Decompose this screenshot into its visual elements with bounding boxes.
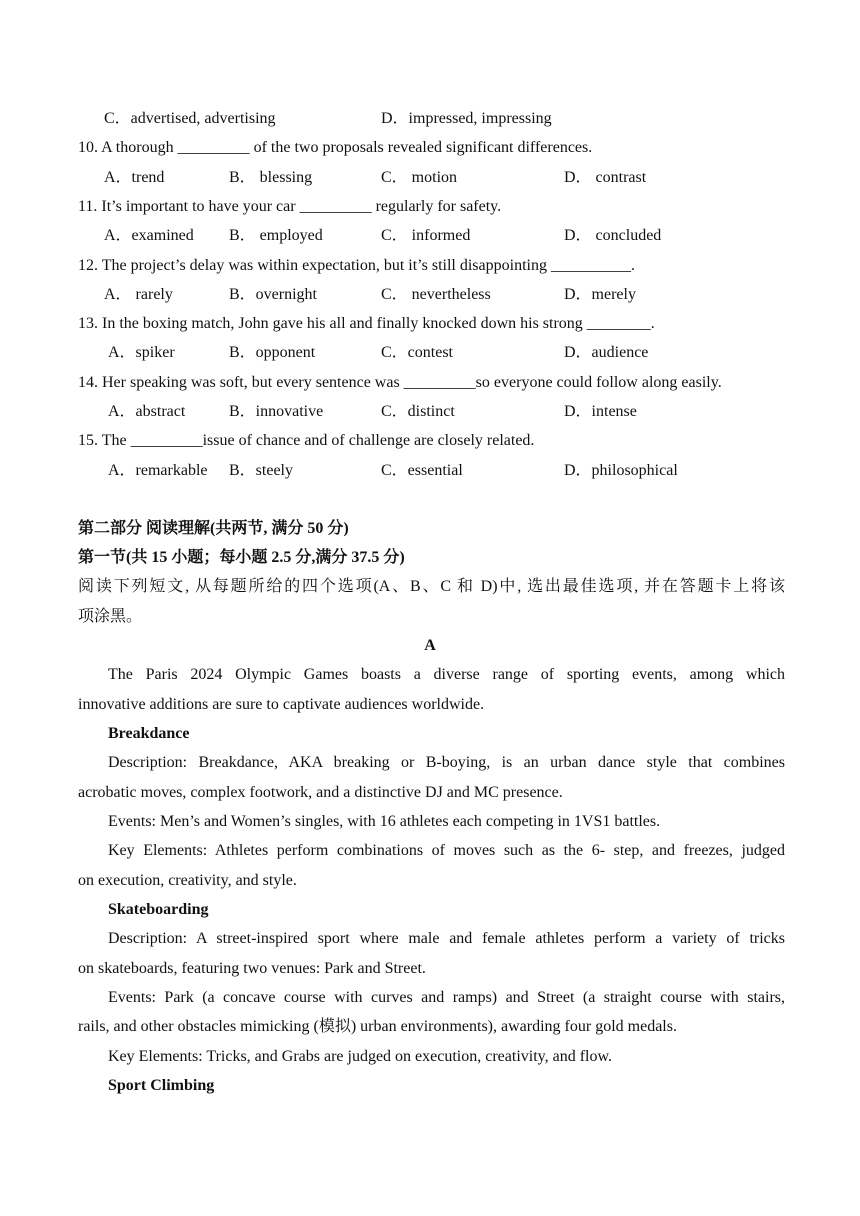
section-heading-sport-climbing: Sport Climbing — [108, 1077, 215, 1094]
option-b: B．opponent — [229, 344, 316, 361]
section-heading-skateboarding: Skateboarding — [108, 901, 209, 918]
option-d: D． concluded — [564, 227, 662, 244]
question-11-options — [0, 225, 860, 247]
question-13-stem: 13. In the boxing match, John gave his all and finally knocked down his strong ________. — [78, 315, 655, 332]
option-c: C．distinct — [381, 403, 455, 420]
option-c: C．advertised, advertising — [104, 110, 276, 127]
question-14-options — [0, 401, 860, 423]
option-a: A．spiker — [108, 344, 175, 361]
passage-intro-continued: innovative additions are sure to captivate audiences worldwide. — [78, 696, 485, 713]
breakdance-description: Description: Breakdance, AKA breaking or B-boying, is an urban dance style that combines — [108, 754, 785, 771]
question-10-stem: 10. A thorough _________ of the two proposals revealed significant differences. — [78, 139, 593, 156]
option-d: D． contrast — [564, 169, 647, 186]
option-b: B．steely — [229, 462, 293, 479]
skateboarding-key-elements: Key Elements: Tricks, and Grabs are judged on execution, creativity, and flow. — [108, 1048, 613, 1065]
option-c: C． nevertheless — [381, 286, 491, 303]
option-c: C． informed — [381, 227, 471, 244]
passage-intro: The Paris 2024 Olympic Games boasts a diverse range of sporting events, among which — [108, 666, 785, 683]
option-d: D．philosophical — [564, 462, 678, 479]
option-a: A．abstract — [108, 403, 186, 420]
question-14-stem: 14. Her speaking was soft, but every sentence was _________so everyone could follow along easily. — [78, 374, 722, 391]
breakdance-key-elements: Key Elements: Athletes perform combinations of moves such as the 6- step, and freezes, judged — [108, 842, 785, 859]
question-11-stem: 11. It’s important to have your car _________ regularly for safety. — [78, 198, 502, 215]
question-13-options — [0, 342, 860, 364]
option-b: B．innovative — [229, 403, 324, 420]
option-c: C．essential — [381, 462, 463, 479]
question-10-options — [0, 167, 860, 189]
option-a: A．examined — [104, 227, 194, 244]
option-b: B．overnight — [229, 286, 317, 303]
question-12-stem: 12. The project’s delay was within expectation, but it’s still disappointing __________. — [78, 257, 635, 274]
option-d: D．merely — [564, 286, 636, 303]
skateboarding-description: Description: A street-inspired sport where male and female athletes perform a variety of tricks — [108, 930, 785, 947]
option-a: A．trend — [104, 169, 165, 186]
skateboarding-events: Events: Park (a concave course with curves and ramps) and Street (a straight course with stairs, — [108, 989, 785, 1006]
question-15-options — [0, 460, 860, 482]
skateboarding-description-continued: on skateboards, featuring two venues: Park and Street. — [78, 960, 426, 977]
question-12-options — [0, 284, 860, 306]
option-d: D．audience — [564, 344, 649, 361]
question-15-stem: 15. The _________issue of chance and of challenge are closely related. — [78, 432, 535, 449]
option-a: A． rarely — [104, 286, 173, 303]
option-b: B． employed — [229, 227, 323, 244]
part2-heading: 第二部分 阅读理解(共两节, 满分 50 分) — [78, 520, 349, 537]
passage-letter: A — [424, 637, 436, 654]
option-c: C． motion — [381, 169, 458, 186]
instructions: 阅读下列短文, 从每题所给的四个选项(A、B、C 和 D)中, 选出最佳选项, 并在答题卡上将该 — [78, 578, 785, 595]
section-heading-breakdance: Breakdance — [108, 725, 190, 742]
question-9-options — [0, 108, 860, 130]
option-c: C．contest — [381, 344, 453, 361]
option-d: D．intense — [564, 403, 637, 420]
section1-heading: 第一节(共 15 小题；每小题 2.5 分,满分 37.5 分) — [78, 549, 405, 566]
option-d: D．impressed, impressing — [381, 110, 552, 127]
breakdance-events: Events: Men’s and Women’s singles, with 16 athletes each competing in 1VS1 battles. — [108, 813, 661, 830]
breakdance-description-continued: acrobatic moves, complex footwork, and a distinctive DJ and MC presence. — [78, 784, 563, 801]
option-a: A．remarkable — [108, 462, 208, 479]
skateboarding-events-continued: rails, and other obstacles mimicking (模拟) urban environments), awarding four gold medals. — [78, 1018, 677, 1035]
option-b: B． blessing — [229, 169, 313, 186]
instructions-continued: 项涂黑。 — [78, 608, 143, 625]
breakdance-key-elements-continued: on execution, creativity, and style. — [78, 872, 297, 889]
